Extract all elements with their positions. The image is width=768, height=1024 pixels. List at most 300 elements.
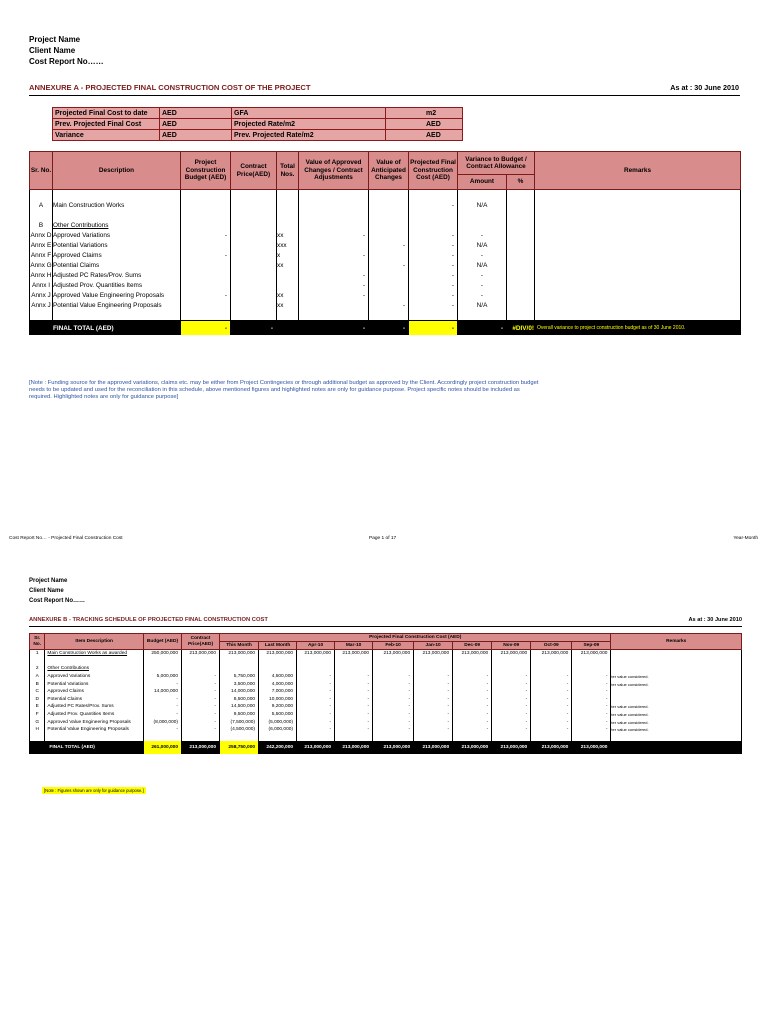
cell-sr: 1 xyxy=(30,650,45,658)
cell-empty xyxy=(507,220,535,230)
col-percent: % xyxy=(507,175,535,190)
cell-month-value: - xyxy=(531,696,572,704)
cell-sr: Annx J xyxy=(31,291,51,299)
final-total-row-b xyxy=(30,741,742,754)
cell-month-value: - xyxy=(335,696,373,704)
cell-month-value: - xyxy=(414,688,453,696)
cell-contract: - xyxy=(182,703,220,711)
total-month-value: 213,000,000 xyxy=(373,741,414,754)
cell-budget: - xyxy=(144,680,182,688)
col-total-nos: Total Nos. xyxy=(277,152,299,190)
cell-contract: - xyxy=(182,726,220,734)
cell-month-value: - xyxy=(335,688,373,696)
cell-budget: - xyxy=(144,726,182,734)
cell-month-value: - xyxy=(492,703,531,711)
cell-month-value: - xyxy=(414,673,453,681)
table-row xyxy=(30,260,741,270)
cell-month-value xyxy=(259,658,297,666)
col-projected-final-cost: Projected Final Construction Cost (AED) xyxy=(409,152,458,190)
cell-budget: (8,000,000) xyxy=(144,718,182,726)
cell-month-value: - xyxy=(492,711,531,719)
table-row xyxy=(30,673,742,681)
cell-month-value: - xyxy=(531,711,572,719)
spacer-row xyxy=(30,190,741,201)
as-at-date: As at : 30 June 2010 xyxy=(670,83,739,92)
info-cell: Projected Final Cost to date xyxy=(53,108,160,119)
cell-month-value: - xyxy=(453,726,492,734)
info-cell: Prev. Projected Final Cost xyxy=(53,119,160,130)
cell-month-value: - xyxy=(373,680,414,688)
cell-amount: - xyxy=(458,230,507,240)
cell-budget xyxy=(181,300,231,310)
footer-right: Year-Month xyxy=(733,536,758,541)
cell-desc: Other Contributions xyxy=(45,665,144,673)
cell-empty xyxy=(507,210,535,220)
cell-amount: N/A xyxy=(458,240,507,250)
cell-total: xx xyxy=(277,300,299,310)
footer-page: Page 1 of 17 xyxy=(369,536,397,541)
cell-month-value xyxy=(414,658,453,666)
cell-desc: Approved Variations xyxy=(45,673,144,681)
info-cell: AED xyxy=(160,130,232,141)
cell-projected: - xyxy=(409,240,458,250)
cell-approved xyxy=(299,200,369,210)
cell-month-value xyxy=(453,665,492,673)
project-block-2 xyxy=(29,576,85,606)
cell-sr: Annx I xyxy=(30,280,53,290)
cell-sr: Annx F xyxy=(30,251,52,259)
cell-month-value: - xyxy=(373,711,414,719)
cell-desc: Adjusted PC Rates/Prov. Sums xyxy=(53,270,181,280)
cell-month-value xyxy=(259,665,297,673)
project-name-2: Project Name xyxy=(29,578,68,584)
cell-month-value: 213,000,000 xyxy=(297,650,335,658)
cell-budget: 250,000,000 xyxy=(144,650,182,658)
cell-total xyxy=(277,210,299,220)
cell-anticipated xyxy=(369,290,409,300)
table-row xyxy=(30,300,741,310)
cell-month-value: 213,000,000 xyxy=(335,650,373,658)
info-cell: m2 xyxy=(386,108,463,119)
cell-empty xyxy=(231,240,277,250)
cell-empty xyxy=(535,210,741,220)
project-name: Project Name xyxy=(29,35,81,44)
cell-anticipated: - xyxy=(369,300,409,310)
cell-month-value: - xyxy=(572,680,611,688)
cell-month-value: - xyxy=(297,726,335,734)
cell-sr: A xyxy=(30,200,53,210)
b-col-remarks: Remarks xyxy=(611,634,742,650)
cell-approved xyxy=(299,220,369,230)
cell-total: xx xyxy=(277,290,299,300)
info-row xyxy=(53,130,463,141)
table-row xyxy=(30,658,742,666)
cell-month-value: - xyxy=(531,680,572,688)
cell-month-value xyxy=(373,665,414,673)
cell-month-value xyxy=(220,658,259,666)
cell-month-value: - xyxy=(572,703,611,711)
cell-remark xyxy=(611,658,742,666)
total-budget: - xyxy=(181,321,231,336)
cell-month-value: - xyxy=(572,696,611,704)
cell-sr: Annx J xyxy=(31,301,51,309)
table-row xyxy=(30,680,742,688)
cell-month-value: - xyxy=(414,711,453,719)
table-row xyxy=(30,220,741,230)
total-month-value: 213,000,000 xyxy=(572,741,611,754)
cell-month-value xyxy=(297,665,335,673)
cell-empty xyxy=(535,280,741,290)
cell-contract: - xyxy=(182,680,220,688)
annexure-a-note: [Note : Funding source for the approved variations, claims etc. may be either from Project Contingecies or through additional budget as approved by the Client. Accordingly project construction budget needs to be updated and used for the reconciliation in this schedule, above mentioned figures and highlighted notes are only for guidance purpose. Project specific notes should be included as required. Highlighted notes are only for guidance purpose] xyxy=(29,380,539,400)
cell-budget xyxy=(181,240,231,250)
table-row xyxy=(30,230,741,240)
table-row xyxy=(30,270,741,280)
cell-contract: - xyxy=(182,673,220,681)
cell-empty xyxy=(535,250,741,260)
cell-desc: Potential Variations xyxy=(45,680,144,688)
cell-sr: Annx G xyxy=(30,261,52,269)
cell-budget xyxy=(144,658,182,666)
cell-month-value: - xyxy=(373,726,414,734)
cell-desc: Approved Claims xyxy=(53,250,181,260)
cell-month-value: - xyxy=(453,711,492,719)
cell-budget: - xyxy=(181,230,231,240)
cell-desc: Adjusted Prov. Quantities Items xyxy=(53,280,181,290)
total-contract: - xyxy=(231,321,277,336)
cell-sr: D xyxy=(30,696,45,704)
cell-month-value xyxy=(335,665,373,673)
cell-month-value xyxy=(492,658,531,666)
cell-budget: 14,000,000 xyxy=(144,688,182,696)
cell-month-value: - xyxy=(297,688,335,696)
cell-month-value: 5,750,000 xyxy=(220,673,259,681)
cell-month-value: 4,000,000 xyxy=(259,680,297,688)
cell-sr: Annx H xyxy=(30,271,52,279)
cell-total xyxy=(277,270,299,280)
cell-month-value: - xyxy=(492,673,531,681)
cell-empty xyxy=(231,300,277,310)
cell-month-value: - xyxy=(414,680,453,688)
table-row xyxy=(30,200,741,210)
cell-sr xyxy=(30,210,53,220)
cell-empty xyxy=(231,210,277,220)
cell-desc: Main Construction Works as awarded xyxy=(45,650,144,658)
cell-desc: Approved Claims xyxy=(45,688,144,696)
cell-desc: Potential Claims xyxy=(45,696,144,704)
cell-remark: ter value considered. xyxy=(611,711,742,719)
total-projected: - xyxy=(409,321,458,336)
cell-budget: - xyxy=(144,696,182,704)
cell-desc: Potential Value Engineering Proposals xyxy=(53,300,181,310)
cell-approved xyxy=(299,240,369,250)
total-remark: Overall variance to project construction budget as of 30 June 2010. xyxy=(535,321,741,336)
cell-month-value: - xyxy=(531,726,572,734)
b-col-budget: Budget (AED) xyxy=(144,634,182,650)
cell-month-value: 7,000,000 xyxy=(259,688,297,696)
cell-month-value xyxy=(373,658,414,666)
cell-month-value: - xyxy=(453,688,492,696)
annexure-b-table xyxy=(29,633,742,754)
cell-desc: Approved Value Engineering Proposals xyxy=(45,718,144,726)
cell-amount: N/A xyxy=(458,300,507,310)
as-at-date-2: As at : 30 June 2010 xyxy=(688,617,742,623)
cell-contract xyxy=(182,658,220,666)
cell-contract: 213,000,000 xyxy=(182,650,220,658)
cell-month-value xyxy=(531,658,572,666)
cell-desc: Potential Value Engineering Proposals xyxy=(45,726,144,734)
cell-total: xx xyxy=(277,260,299,270)
cell-anticipated xyxy=(369,250,409,260)
annexure-a-table xyxy=(29,151,741,335)
cell-month-value: - xyxy=(373,688,414,696)
cell-amount: - xyxy=(458,290,507,300)
cell-anticipated xyxy=(369,270,409,280)
cell-desc: Potential Variations xyxy=(53,240,181,250)
b-col-month: Apr-10 xyxy=(297,642,335,650)
cell-amount: - xyxy=(458,270,507,280)
client-name: Client Name xyxy=(29,46,76,55)
b-col-month: Jan-10 xyxy=(414,642,453,650)
cell-month-value: - xyxy=(414,696,453,704)
b-col-contract: Contract Price(AED) xyxy=(182,634,220,650)
cell-amount xyxy=(458,210,507,220)
cell-projected: - xyxy=(409,260,458,270)
cell-month-value: - xyxy=(492,696,531,704)
b-col-month: Nov-09 xyxy=(492,642,531,650)
cell-approved: - xyxy=(299,270,369,280)
total-month-value: 213,000,000 xyxy=(335,741,373,754)
total-month-value: 213,000,000 xyxy=(492,741,531,754)
cell-month-value: - xyxy=(335,680,373,688)
b-col-month: Last Month xyxy=(259,642,297,650)
cell-month-value: - xyxy=(297,703,335,711)
cell-budget: 5,000,000 xyxy=(144,673,182,681)
info-cell: Prev. Projected Rate/m2 xyxy=(232,130,386,141)
cell-month-value: - xyxy=(335,673,373,681)
cell-anticipated: - xyxy=(369,240,409,250)
b-col-month: Dec-09 xyxy=(453,642,492,650)
cell-sr xyxy=(30,658,45,666)
cell-budget: - xyxy=(144,703,182,711)
cell-month-value xyxy=(572,665,611,673)
cell-month-value: - xyxy=(572,688,611,696)
cell-month-value: - xyxy=(297,680,335,688)
footer-left: Cost Report No… - Projected Final Construction Cost xyxy=(9,536,123,541)
table-row xyxy=(30,726,742,734)
cell-empty xyxy=(535,260,741,270)
cell-sr: 2 xyxy=(30,665,45,673)
cell-month-value: - xyxy=(453,673,492,681)
cell-month-value: - xyxy=(572,726,611,734)
cell-empty xyxy=(507,250,535,260)
cell-desc: Adjusted PC Rates/Prov. Sums xyxy=(45,703,144,711)
total-approved: - xyxy=(299,321,369,336)
col-amount: Amount xyxy=(458,175,507,190)
cell-remark xyxy=(611,688,742,696)
cell-empty xyxy=(507,260,535,270)
total-month-value: 213,000,000 xyxy=(531,741,572,754)
cell-month-value: 213,000,000 xyxy=(259,650,297,658)
col-contract-price: Contract Price(AED) xyxy=(231,152,277,190)
cell-month-value xyxy=(414,665,453,673)
cell-month-value: - xyxy=(297,718,335,726)
cell-sr: Annx E xyxy=(30,241,52,249)
info-cell: Variance xyxy=(53,130,160,141)
cell-amount xyxy=(458,220,507,230)
info-cell: AED xyxy=(386,119,463,130)
cell-empty xyxy=(231,280,277,290)
cell-month-value: - xyxy=(453,703,492,711)
cell-projected: - xyxy=(409,200,458,210)
col-anticipated-changes: Value of Anticipated Changes xyxy=(369,152,409,190)
total-pct: #DIV/0! xyxy=(507,321,535,336)
table-row xyxy=(30,250,741,260)
cell-approved xyxy=(299,210,369,220)
col-variance: Variance to Budget / Contract Allowance xyxy=(458,152,535,175)
cell-empty xyxy=(231,200,277,210)
cell-month-value: (4,500,000) xyxy=(220,726,259,734)
cell-month-value: (6,000,000) xyxy=(259,726,297,734)
annexure-b-title: ANNEXURE B - TRACKING SCHEDULE OF PROJECTED FINAL CONSTRUCTION COST xyxy=(29,617,268,623)
client-name-2: Client Name xyxy=(29,588,64,594)
info-cell: AED xyxy=(160,119,232,130)
cell-month-value: 213,000,000 xyxy=(373,650,414,658)
annexure-a-title: ANNEXURE A - PROJECTED FINAL CONSTRUCTION COST OF THE PROJECT xyxy=(29,83,311,92)
cell-desc: Main Construction Works xyxy=(53,200,181,210)
info-cell: AED xyxy=(160,108,232,119)
cell-month-value: - xyxy=(492,688,531,696)
total-month-value: 242,200,000 xyxy=(259,741,297,754)
cell-amount: - xyxy=(458,250,507,260)
cell-amount: N/A xyxy=(458,260,507,270)
cell-approved: - xyxy=(299,290,369,300)
cell-month-value: 14,000,000 xyxy=(220,688,259,696)
cell-month-value: - xyxy=(453,680,492,688)
b-col-item: Item Description xyxy=(45,634,144,650)
cell-month-value: - xyxy=(335,726,373,734)
cell-empty xyxy=(507,270,535,280)
cell-empty xyxy=(507,280,535,290)
b-col-month: Sep-09 xyxy=(572,642,611,650)
cell-empty xyxy=(535,290,741,300)
cell-approved xyxy=(299,260,369,270)
cell-projected xyxy=(409,210,458,220)
cell-anticipated xyxy=(369,200,409,210)
table-row xyxy=(30,703,742,711)
cell-month-value: 213,000,000 xyxy=(453,650,492,658)
b-col-month: Oct-09 xyxy=(531,642,572,650)
cell-empty xyxy=(535,240,741,250)
table-row xyxy=(30,665,742,673)
cell-sr: G xyxy=(30,718,45,726)
cell-month-value: - xyxy=(335,711,373,719)
cell-month-value: - xyxy=(335,718,373,726)
cell-empty xyxy=(535,270,741,280)
cell-month-value: - xyxy=(492,726,531,734)
cell-desc xyxy=(53,210,181,220)
cell-month-value: (5,000,000) xyxy=(259,718,297,726)
cell-contract xyxy=(182,665,220,673)
table-row xyxy=(30,696,742,704)
cell-projected: - xyxy=(409,270,458,280)
cell-empty xyxy=(231,230,277,240)
cell-month-value: - xyxy=(531,688,572,696)
total-budget: 261,000,000 xyxy=(144,741,182,754)
cell-empty xyxy=(507,290,535,300)
cell-anticipated xyxy=(369,210,409,220)
cell-sr: H xyxy=(30,726,45,734)
cost-report-no-2: Cost Report No…… xyxy=(29,598,85,604)
cell-month-value xyxy=(220,665,259,673)
cell-month-value xyxy=(572,658,611,666)
table-row xyxy=(30,718,742,726)
cell-empty xyxy=(231,250,277,260)
cell-month-value: - xyxy=(297,696,335,704)
project-block xyxy=(29,34,104,67)
cell-empty xyxy=(535,230,741,240)
cell-month-value: - xyxy=(531,703,572,711)
total-label: FINAL TOTAL (AED) xyxy=(53,321,181,336)
cell-remark: ter value considered. xyxy=(611,673,742,681)
cell-month-value: - xyxy=(492,680,531,688)
cell-budget xyxy=(181,200,231,210)
cell-month-value: - xyxy=(414,718,453,726)
cell-budget xyxy=(144,665,182,673)
cell-budget: - xyxy=(144,711,182,719)
cell-desc: Approved Variations xyxy=(53,230,181,240)
cell-contract: - xyxy=(182,718,220,726)
cell-month-value: 213,000,000 xyxy=(414,650,453,658)
cell-total: x xyxy=(277,250,299,260)
cell-sr: B xyxy=(30,220,53,230)
cell-month-value: 213,000,000 xyxy=(572,650,611,658)
cell-remark: ter value considered. xyxy=(611,718,742,726)
info-cell: Projected Rate/m2 xyxy=(232,119,386,130)
cell-empty xyxy=(231,290,277,300)
cell-empty xyxy=(507,230,535,240)
cell-month-value: 213,000,000 xyxy=(531,650,572,658)
total-month-value: 213,000,000 xyxy=(297,741,335,754)
cell-budget xyxy=(181,260,231,270)
cell-anticipated xyxy=(369,220,409,230)
table-row xyxy=(30,650,742,658)
cell-projected: - xyxy=(409,290,458,300)
cell-remark: ter value considered. xyxy=(611,680,742,688)
cell-month-value: - xyxy=(572,673,611,681)
cell-month-value xyxy=(492,665,531,673)
cell-month-value xyxy=(453,658,492,666)
cell-budget xyxy=(181,220,231,230)
cell-month-value: - xyxy=(453,718,492,726)
b-col-month: This Month xyxy=(220,642,259,650)
table-row xyxy=(30,210,741,220)
cell-month-value: (7,500,000) xyxy=(220,718,259,726)
cell-month-value: - xyxy=(297,673,335,681)
col-approved-changes: Value of Approved Changes / Contract Adjustments xyxy=(299,152,369,190)
cell-desc: Approved Value Engineering Proposals xyxy=(53,290,181,300)
table-row xyxy=(30,280,741,290)
cell-approved: - xyxy=(299,280,369,290)
table-row xyxy=(30,290,741,300)
total-month-value: 213,000,000 xyxy=(453,741,492,754)
cell-month-value xyxy=(531,665,572,673)
b-col-projected: Projected Final Construction Cost (AED) xyxy=(220,634,611,642)
cell-month-value: - xyxy=(335,703,373,711)
spacer-row xyxy=(30,310,741,321)
cell-total xyxy=(277,220,299,230)
cell-remark: ter value considered. xyxy=(611,703,742,711)
